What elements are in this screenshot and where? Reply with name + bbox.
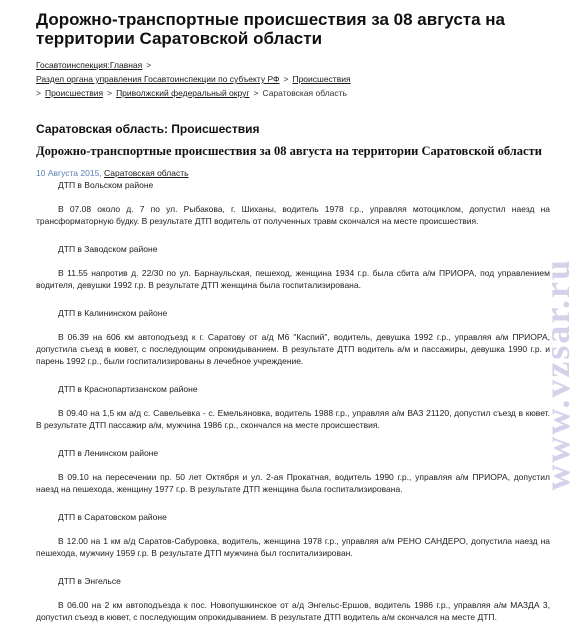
article-body — [36, 179, 550, 623]
incident-text: В 11.55 напротив д. 22/30 по ул. Барнаульская, пешеход, женщина 1934 г.р. была сбита а/м ПРИОРА, под управлением водителя, девушки 1992 г.р. В результате ДТП женщина была госпитализирована. — [36, 268, 550, 290]
region-link[interactable]: Саратовская область — [104, 168, 189, 178]
district-heading: ДТП в Вольском районе — [58, 180, 154, 190]
breadcrumb-separator: > — [146, 60, 152, 70]
incident-text: В 12.00 на 1 км а/д Саратов-Сабуровка, водитель, женщина 1978 г.р., управляя а/м РЕНО САНДЕРО, допустила наезд на пешехода, мужчину 1959 г.р. В результате ДТП мужчина был госпитализирован. — [36, 536, 550, 558]
watermark: www.vzsar.ru — [537, 258, 577, 491]
breadcrumb-link-incidents[interactable]: Происшествия — [292, 74, 351, 84]
breadcrumb-separator: > — [283, 74, 289, 84]
district-heading: ДТП в Ленинском районе — [58, 448, 159, 458]
breadcrumb-link-gai-section[interactable]: Раздел органа управления Госавтоинспекции по субъекту РФ — [36, 74, 280, 84]
district-heading: ДТП в Калининском районе — [58, 308, 168, 318]
district-heading: ДТП в Саратовском районе — [58, 512, 167, 522]
breadcrumb-separator: > — [107, 88, 113, 98]
section-title: Саратовская область: Происшествия — [36, 122, 260, 136]
breadcrumb-link-volga-district[interactable]: Приволжский федеральный округ — [116, 88, 250, 98]
breadcrumb — [36, 58, 550, 100]
district-heading: ДТП в Заводском районе — [58, 244, 158, 254]
breadcrumb-separator: > — [253, 88, 259, 98]
breadcrumb-link-incidents-2[interactable]: Происшествия — [44, 88, 104, 98]
incident-text: В 09.10 на пересечении пр. 50 лет Октября и ул. 2-ая Прокатная, водитель 1990 г.р., управляя а/м ПРИОРА, допустил наезд на пешехода, женщину 1977 г.р. В результате ДТП женщина была госпитализирована. — [36, 472, 550, 494]
breadcrumb-link-home[interactable]: Госавтоинспекция:Главная — [36, 60, 143, 70]
incident-text: В 06.00 на 2 км автоподъезда к пос. Новопушкинское от а/д Энгельс-Ершов, водитель 1986 г.р., управляя а/м МАЗДА 3, допустил съезд в кювет, с последующим опрокидыванием. В результате ДТП водитель а/м скончался на месте ДТП. — [36, 600, 550, 622]
incident-text: В 07.08 около д. 7 по ул. Рыбакова, г. Шиханы, водитель 1978 г.р., управляя мотоциклом, допустил наезд на трансформаторную будку. В результате ДТП водитель от полученных травм скончался на месте происшествия. — [36, 204, 550, 226]
incident-text: В 06.39 на 606 км автоподъезд к г. Саратову от а/д М6 "Каспий", водитель, девушка 1992 г.р., управляя а/м ПРИОРА, допустила съезд в кювет, с последующим опрокидыванием. В результате ДТП водитель а/м и пассажиры, девушка 1990 г.р. и парень 1992 г.р., были госпитализированы в лечебное учреждение. — [36, 332, 550, 366]
page-title: Дорожно-транспортные происшествия за 08 августа на территории Саратовской области — [36, 10, 506, 48]
incident-text: В 09.40 на 1,5 км а/д с. Савельевка - с. Емельяновка, водитель 1988 г.р., управляя а/м ВАЗ 21120, допустил съезд в кювет. В результате ДТП пассажир а/м, мужчина 1986 г.р., скончался на месте происшествия. — [36, 408, 550, 430]
breadcrumb-separator: > — [36, 88, 41, 98]
district-heading: ДТП в Энгельсе — [58, 576, 121, 586]
district-heading: ДТП в Краснопартизанском районе — [58, 384, 198, 394]
breadcrumb-current: Саратовская область — [262, 88, 347, 98]
article-title: Дорожно-транспортные происшествия за 08 августа на территории Саратовской области — [36, 144, 542, 158]
article-date: 10 Августа 2015, — [36, 168, 102, 178]
article-meta — [36, 167, 550, 179]
